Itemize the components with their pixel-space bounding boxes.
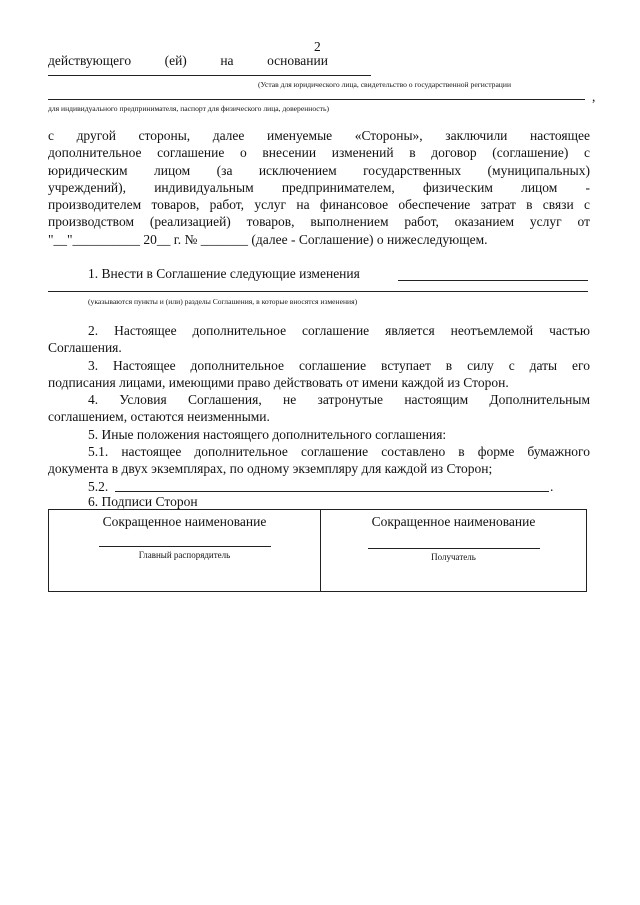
intro-line: "__"__________ 20__ г. № _______ (далее - Соглашение) о нижеследующем. — [48, 231, 488, 247]
intro-line: учреждений), индивидуальным предпринимателем, физическим лицом - — [48, 179, 590, 195]
header-first-line — [48, 52, 328, 69]
item-line: подписания лицами, имеющими право действовать от имени каждой из Сторон. — [48, 374, 509, 390]
header-word: действующего — [48, 53, 132, 68]
item-line: 5.1. настоящее дополнительное соглашение составлено в форме бумажного — [88, 444, 590, 460]
signatures-table — [48, 509, 587, 592]
intro-line: с другой стороны, далее именуемые «Стороны», заключили настоящее — [48, 128, 590, 143]
item-1-blank-line-2[interactable] — [48, 291, 588, 292]
item-5-2-period: . — [550, 479, 554, 494]
intro-paragraph — [48, 127, 590, 248]
right-signature-line[interactable] — [368, 548, 540, 549]
item-line: 2. Настоящее дополнительное соглашение является неотъемлемой частью — [88, 323, 590, 338]
item-line: документа в двух экземплярах, по одному экземпляру для каждой из Сторон; — [48, 461, 493, 477]
signature-cell-right — [321, 510, 587, 592]
intro-line: дополнительное соглашение о внесении изменений в договор (соглашение) с — [48, 145, 590, 161]
intro-line: производителем товаров, работ, услуг на финансовое обеспечение затрат в связи с — [48, 197, 590, 213]
page-number: 2 — [314, 39, 321, 54]
item-1-blank-line[interactable] — [398, 280, 588, 281]
item-5-2-label: 5.2. — [88, 479, 109, 494]
header-word: основании — [267, 53, 328, 68]
item-1-hint: (указываются пункты и (или) разделы Соглашения, в которые вносятся изменения) — [88, 297, 358, 306]
header-word: (ей) — [164, 53, 187, 68]
item-line: Соглашения. — [48, 340, 122, 356]
header-comma: , — [592, 89, 596, 104]
item-line: 4. Условия Соглашения, не затронутые настоящим Дополнительным — [88, 392, 590, 408]
left-party-name: Сокращенное наименование — [102, 514, 267, 529]
intro-line: производством (реализацией) товаров, выполнением работ, оказанием услуг от — [48, 214, 590, 230]
item-line: 3. Настоящее дополнительное соглашение вступает в силу с даты его — [88, 357, 590, 373]
signature-cell-left — [49, 510, 321, 592]
items-block — [48, 322, 590, 478]
right-party-role: Получатель — [431, 552, 476, 562]
left-signature-line[interactable] — [99, 546, 271, 547]
right-party-name: Сокращенное наименование — [371, 514, 536, 529]
basis-hint-1: (Устав для юридического лица, свидетельство о государственной регистрации — [258, 80, 512, 89]
intro-line: юридическим лицом (за исключением государственных (муниципальных) — [48, 162, 590, 178]
basis-blank-line-2[interactable] — [48, 99, 585, 100]
header-word: на — [220, 53, 234, 68]
item-line: соглашением, остаются неизменными. — [48, 409, 270, 425]
left-party-role: Главный распорядитель — [138, 550, 231, 560]
item-6-heading: 6. Подписи Сторон — [88, 494, 198, 509]
item-line: 5. Иные положения настоящего дополнительного соглашения: — [88, 426, 447, 442]
basis-blank-line[interactable] — [48, 75, 371, 76]
item-1-text: 1. Внести в Соглашение следующие изменения — [88, 266, 360, 281]
item-5-2-blank-line[interactable] — [115, 491, 549, 492]
basis-hint-2: для индивидуального предпринимателя, паспорт для физического лица, доверенность) — [48, 104, 329, 113]
